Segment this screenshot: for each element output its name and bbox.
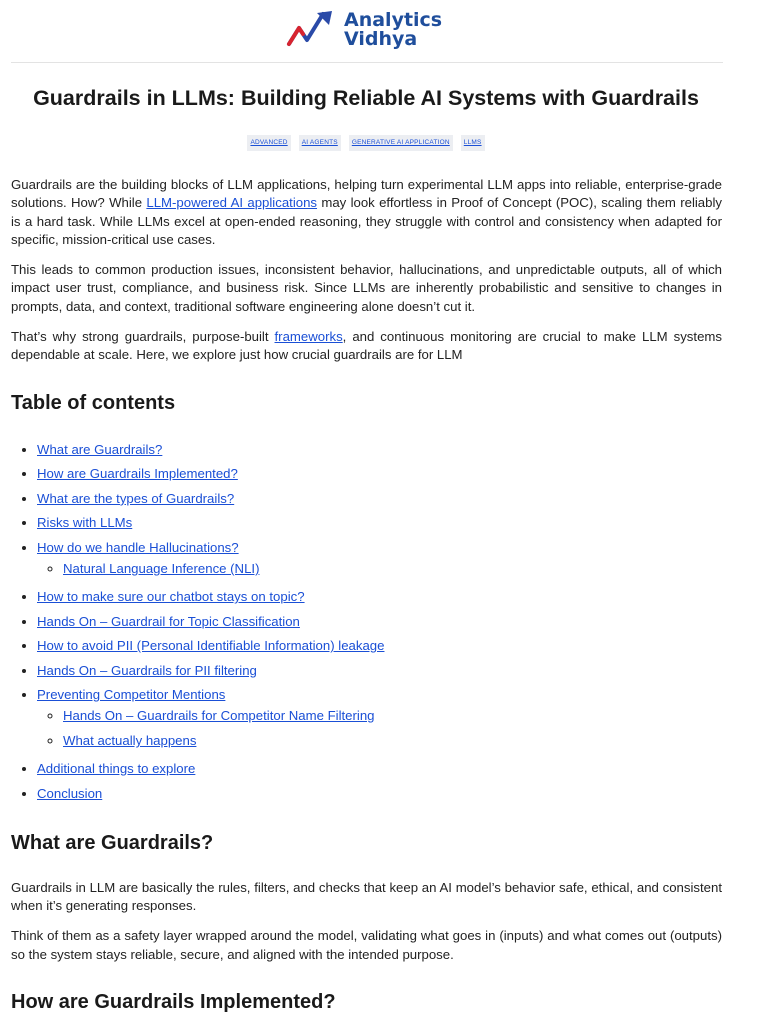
toc-link[interactable]: Conclusion (37, 785, 103, 801)
brand-name (344, 11, 442, 49)
section1-paragraph-1: Guardrails in LLM are basically the rules, filters, and checks that keep an AI model’s behavior safe, ethical, and consistent when it’s generating responses. (11, 879, 722, 913)
llm-powered-apps-link[interactable]: LLM-powered AI applications (146, 195, 318, 211)
toc-item (37, 686, 722, 750)
toc-item (37, 441, 722, 459)
toc-sublist (37, 560, 722, 578)
intro-paragraph-2: This leads to common production issues, inconsistent behavior, hallucinations, and unpredictable outputs, all of which impact user trust, compliance, and business risk. Since LLMs are inherently probabilistic and sensitive to changes in prompts, data, and context, traditional software engineering alone doesn’t cut it. (11, 262, 722, 314)
intro-p1-text-a: Guardrails are the building blocks of LLM applications, helping turn experimental LLM apps into reliable, enterprise-grade solutions. How? While (11, 177, 722, 211)
tag-llms[interactable]: LLMS (461, 135, 485, 151)
toc-link[interactable]: How do we handle Hallucinations? (37, 540, 239, 556)
tag-advanced[interactable]: ADVANCED (247, 135, 290, 151)
section-heading-what-are-guardrails: What are Guardrails? (11, 831, 214, 854)
toc-link[interactable]: Preventing Competitor Mentions (37, 687, 226, 703)
toc-item (37, 490, 722, 508)
toc-heading: Table of contents (11, 391, 176, 414)
tag-list (0, 135, 732, 151)
analytics-chart-icon (286, 10, 336, 50)
toc-item (37, 662, 722, 680)
tag-ai-agents[interactable]: AI AGENTS (299, 135, 341, 151)
toc-link[interactable]: How to avoid PII (Personal Identifiable Information) leakage (37, 638, 385, 654)
toc-item (37, 514, 722, 532)
toc-sublink[interactable]: What actually happens (63, 733, 197, 749)
section1-paragraph-2: Think of them as a safety layer wrapped around the model, validating what goes in (inputs) and what comes out (outputs) so the system stays reliable, secure, and aligned with the intended purpose. (11, 928, 722, 962)
intro-paragraph-3 (11, 328, 722, 365)
toc-link[interactable]: Hands On – Guardrails for PII filtering (37, 662, 257, 678)
intro-p3-text-a: That’s why strong guardrails, purpose-built (11, 329, 275, 345)
header-divider (11, 62, 723, 63)
frameworks-link[interactable]: frameworks (274, 329, 343, 345)
toc-subitem (63, 732, 722, 750)
toc-item (37, 785, 722, 803)
toc-item (37, 637, 722, 655)
brand-logo[interactable] (286, 10, 442, 50)
toc-sublink[interactable]: Hands On – Guardrails for Competitor Name Filtering (63, 708, 375, 724)
toc-sublist (37, 707, 722, 750)
brand-line-2: Vidhya (344, 28, 418, 50)
intro-p1-text-b: may look effortless in Proof of Concept (POC), scaling them reliably is a hard task. While LLMs excel at open-ended reasoning, they struggle with control and consistency when adapted for specific, mission-critical use cases. (11, 195, 722, 247)
toc-subitem (63, 707, 722, 725)
toc-list (11, 441, 722, 803)
site-header (0, 0, 768, 62)
brand-line-1: Analytics (344, 9, 443, 31)
toc-link[interactable]: Hands On – Guardrail for Topic Classification (37, 613, 300, 629)
toc-link[interactable]: Risks with LLMs (37, 515, 133, 531)
toc-item (37, 539, 722, 578)
toc-link[interactable]: How to make sure our chatbot stays on topic? (37, 589, 305, 605)
toc-link[interactable]: How are Guardrails Implemented? (37, 466, 238, 482)
toc-link[interactable]: Additional things to explore (37, 761, 196, 777)
toc-item (37, 613, 722, 631)
toc-subitem (63, 560, 722, 578)
intro-p3-text-b: , and continuous monitoring are crucial to make LLM systems dependable at scale. Here, we explore just how crucial guardrails are for LLM (11, 329, 722, 363)
toc-item (37, 760, 722, 778)
toc-sublink[interactable]: Natural Language Inference (NLI) (63, 561, 260, 577)
toc-link[interactable]: What are the types of Guardrails? (37, 490, 235, 506)
toc-item (37, 588, 722, 606)
article-title: Guardrails in LLMs: Building Reliable AI Systems with Guardrails (33, 86, 699, 110)
article-body (11, 176, 722, 1024)
section-heading-how-implemented: How are Guardrails Implemented? (11, 990, 336, 1013)
toc-item (37, 465, 722, 483)
toc-link[interactable]: What are Guardrails? (37, 441, 163, 457)
intro-paragraph-1 (11, 176, 722, 249)
tag-generative-ai-application[interactable]: GENERATIVE AI APPLICATION (349, 135, 453, 151)
